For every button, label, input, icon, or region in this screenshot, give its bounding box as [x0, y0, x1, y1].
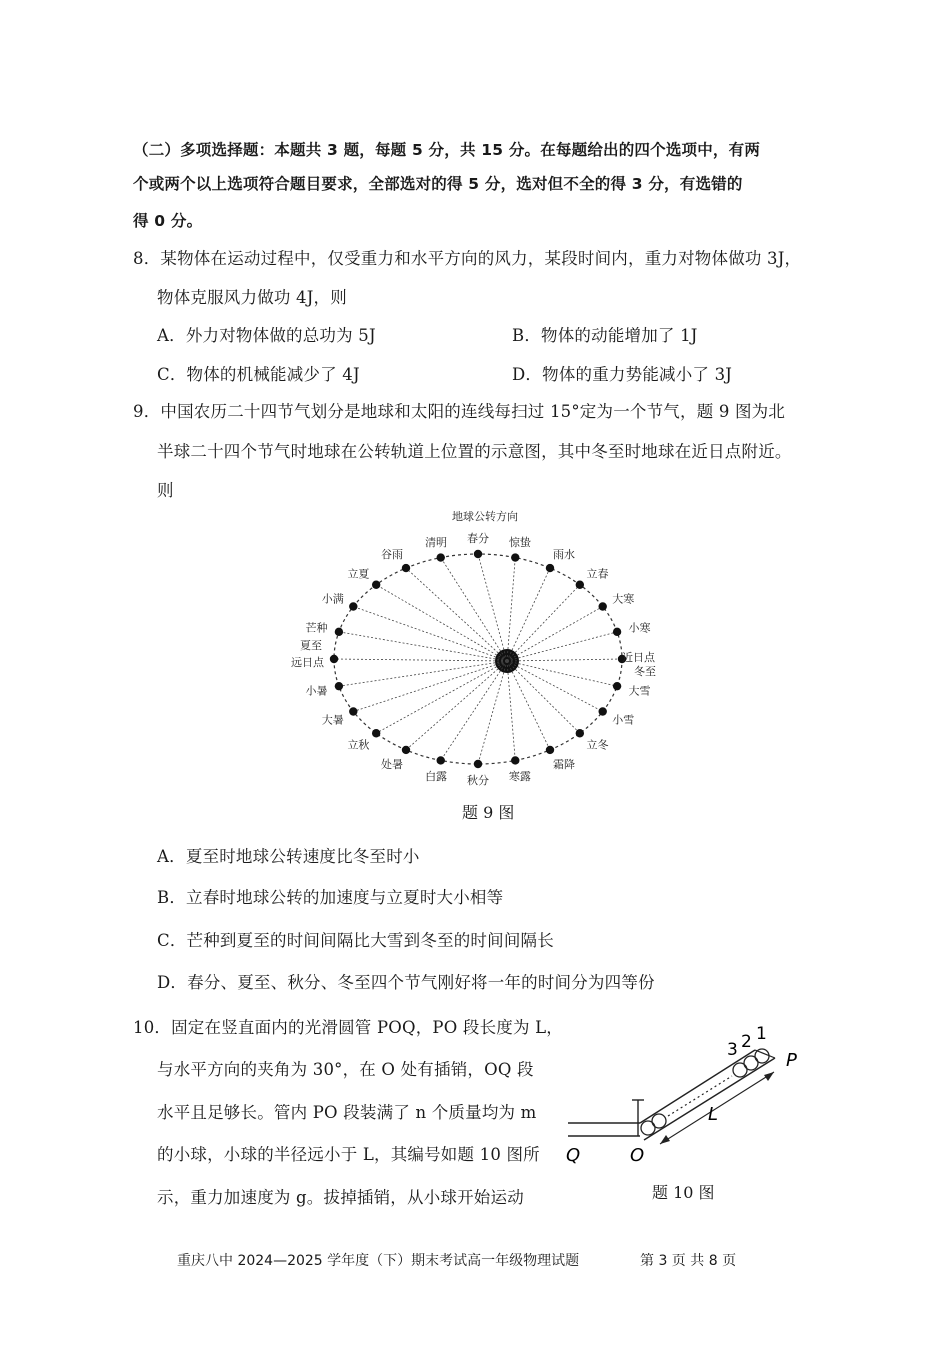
earth-position-dot — [402, 564, 410, 572]
orbit-spoke — [507, 661, 603, 712]
earth-position-dot — [546, 564, 554, 572]
footer-title: 重庆八中 2024—2025 学年度（下）期末考试高一年级物理试题 — [177, 1253, 580, 1269]
solar-term-label: 大寒 — [612, 592, 635, 606]
solar-term-label: 立夏 — [347, 567, 370, 581]
orbit-spoke — [507, 568, 550, 661]
solar-term-label: 大雪 — [628, 684, 651, 698]
solar-term-label: 大暑 — [321, 713, 344, 727]
label-l: L — [708, 1104, 719, 1125]
orbit-spoke — [334, 659, 507, 661]
solar-term-label: 立冬 — [586, 738, 609, 752]
earth-position-dot — [437, 756, 445, 764]
q9-option-b: B．立春时地球公转的加速度与立夏时大小相等 — [157, 888, 504, 907]
earth-position-dot — [474, 760, 482, 768]
label-q: Q — [566, 1145, 581, 1166]
solar-term-label: 小寒 — [628, 621, 651, 635]
earth-position-dot — [613, 682, 621, 690]
orbit-spoke — [507, 607, 603, 662]
solar-term-label: 寒露 — [508, 769, 531, 783]
perihelion-label: 近日点 — [622, 651, 655, 664]
earth-position-dot — [330, 655, 338, 663]
q9-stem-line1: 9．中国农历二十四节气划分是地球和太阳的连线每扫过 15°定为一个节气，题 9 图为北 — [133, 402, 786, 421]
label-o: O — [630, 1145, 645, 1166]
earth-position-dot — [511, 756, 519, 764]
ball-number-3: 3 — [727, 1040, 738, 1060]
q10-stem-line4: 的小球，小球的半径远小于 L，其编号如题 10 图所 — [157, 1145, 540, 1164]
solar-term-label: 处暑 — [381, 757, 403, 771]
q9-stem-line2: 半球二十四个节气时地球在公转轨道上位置的示意图，其中冬至时地球在近日点附近。 — [157, 442, 792, 461]
orbit-spoke — [507, 659, 622, 661]
orbit-spoke — [406, 661, 507, 750]
q8-option-d: D．物体的重力势能减小了 3J — [512, 365, 733, 384]
solar-term-label: 立秋 — [347, 738, 370, 752]
solar-term-label: 冬至 — [634, 665, 656, 678]
earth-position-dot — [349, 602, 357, 610]
section-header-line1: （二）多项选择题：本题共 3 题，每题 5 分，共 15 分。在每题给出的四个选项中，有两 — [133, 141, 761, 159]
figure-10-caption: 题 10 图 — [652, 1183, 715, 1202]
earth-position-dot — [372, 581, 380, 589]
earth-position-dot — [335, 682, 343, 690]
solar-term-label: 小满 — [321, 592, 344, 606]
solar-terms-orbit-figure — [270, 500, 690, 800]
solar-term-label: 谷雨 — [381, 548, 403, 562]
arrowhead-icon — [764, 1072, 774, 1081]
orbit-spoke — [507, 661, 580, 733]
orbit-direction-title: 地球公转方向 — [452, 510, 518, 523]
solar-term-label: 雨水 — [553, 548, 575, 562]
q8-stem-line1: 8．某物体在运动过程中，仅受重力和水平方向的风力，某段时间内，重力对物体做功 3J， — [133, 249, 802, 268]
orbit-spoke — [376, 585, 507, 661]
earth-position-dot — [576, 729, 584, 737]
arrowhead-icon — [660, 1135, 670, 1144]
q10-stem-line3: 水平且足够长。管内 PO 段装满了 n 个质量均为 m — [157, 1103, 537, 1122]
earth-position-dot — [437, 553, 445, 561]
earth-position-dot — [511, 553, 519, 561]
orbit-spoke — [353, 607, 507, 662]
section-header-line3: 得 0 分。 — [133, 212, 203, 230]
ball-number-2: 2 — [741, 1032, 752, 1052]
earth-position-dot — [474, 550, 482, 558]
earth-position-dot — [576, 581, 584, 589]
solar-term-label: 芒种 — [305, 621, 328, 635]
tube-po-bottom — [644, 1058, 775, 1140]
q8-option-b: B．物体的动能增加了 1J — [512, 326, 698, 345]
q9-stem-line3: 则 — [157, 481, 174, 500]
earth-position-dot — [372, 729, 380, 737]
page-number: 第 3 页 共 8 页 — [640, 1253, 737, 1269]
q10-stem-line2: 与水平方向的夹角为 30°，在 O 处有插销，OQ 段 — [157, 1060, 534, 1079]
earth-position-dot — [599, 602, 607, 610]
earth-position-dot — [349, 707, 357, 715]
figure-9-caption: 题 9 图 — [462, 803, 515, 822]
earth-position-dot — [402, 746, 410, 754]
solar-term-label: 立春 — [586, 567, 609, 581]
section-header-line2: 个或两个以上选项符合题目要求，全部选对的得 5 分，选对但不全的得 3 分，有选错的 — [133, 175, 743, 193]
q8-option-c: C．物体的机械能减少了 4J — [157, 365, 360, 384]
orbit-spoke — [353, 661, 507, 712]
orbit-spoke — [478, 661, 507, 764]
q10-stem-line1: 10．固定在竖直面内的光滑圆管 POQ，PO 段长度为 L， — [133, 1018, 563, 1037]
earth-position-dot — [599, 707, 607, 715]
earth-position-dot — [546, 746, 554, 754]
solar-term-label: 夏至 — [300, 639, 322, 652]
solar-term-label: 小暑 — [305, 684, 328, 698]
orbit-spoke — [339, 661, 507, 686]
ball-row-dots — [668, 1076, 732, 1116]
solar-term-label: 小雪 — [612, 713, 635, 727]
ball — [652, 1114, 666, 1128]
q9-option-d: D．春分、夏至、秋分、冬至四个节气刚好将一年的时间分为四等份 — [157, 973, 655, 992]
q9-option-a: A．夏至时地球公转速度比冬至时小 — [157, 847, 420, 866]
q9-option-c: C．芒种到夏至的时间间隔比大雪到冬至的时间间隔长 — [157, 931, 554, 950]
tube-p-end — [755, 1050, 775, 1058]
orbit-spoke — [507, 632, 617, 661]
orbit-spoke — [507, 661, 617, 686]
solar-term-label: 春分 — [467, 532, 489, 545]
tube-figure — [560, 1020, 820, 1170]
solar-term-label: 惊蛰 — [508, 536, 531, 550]
ball-1 — [755, 1049, 769, 1063]
solar-term-label: 秋分 — [467, 774, 489, 787]
label-p: P — [786, 1050, 797, 1071]
tube-po-top — [640, 1050, 755, 1123]
aphelion-label: 远日点 — [291, 656, 324, 669]
q8-option-a: A．外力对物体做的总功为 5J — [157, 326, 376, 345]
q8-stem-line2: 物体克服风力做功 4J，则 — [157, 288, 347, 307]
orbit-spoke — [507, 661, 550, 750]
q10-stem-line5: 示，重力加速度为 g。拔掉插销，从小球开始运动 — [157, 1188, 524, 1207]
orbit-spoke — [441, 661, 507, 760]
solar-term-label: 白露 — [425, 769, 448, 783]
earth-position-dot — [335, 628, 343, 636]
ball-number-1: 1 — [756, 1024, 767, 1044]
orbit-spoke — [507, 585, 580, 661]
earth-position-dot — [613, 628, 621, 636]
solar-term-label: 清明 — [425, 536, 448, 550]
solar-term-label: 霜降 — [553, 757, 575, 771]
orbit-spoke — [478, 554, 507, 661]
